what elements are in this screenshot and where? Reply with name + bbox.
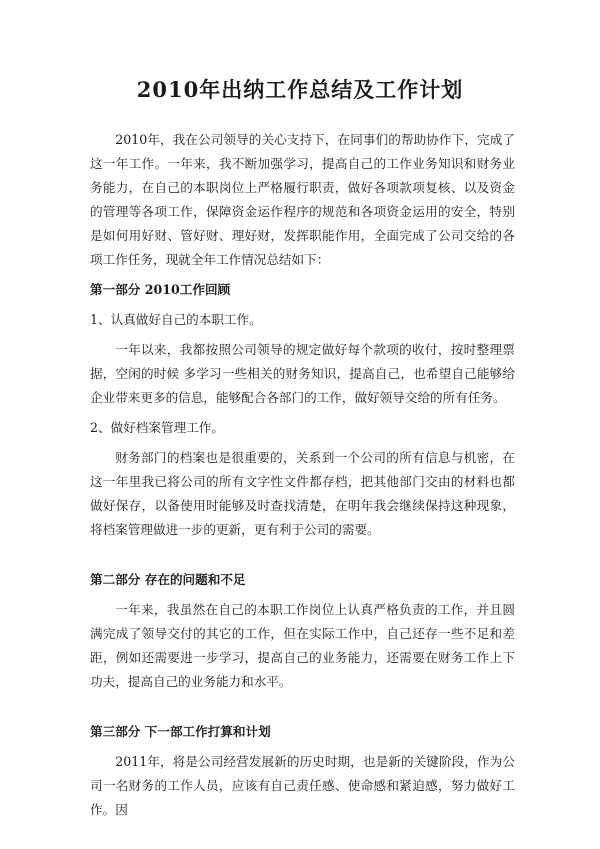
part1-item2-text: 财务部门的档案也是很重要的，关系到一个公司的所有信息与机密，在这一年里我已将公司的所有文字性文件都存档，把其他部门交由的材料也都做好保存，以备使用时能够及时查找清楚，在明年我会继续保持这种现象，将档案管理做进一步的更新，更有利于公司的需要。 [90, 450, 515, 537]
part3-heading: 第三部分 下一部工作打算和计划 [90, 724, 271, 739]
part3-text: 2011年，将是公司经营发展新的历史时期，也是新的关键阶段，作为公司一名财务的工作人员，应该有自己责任感、使命感和紧迫感，努力做好工作。因 [90, 754, 515, 817]
document-title: 2010年出纳工作总结及工作计划 [136, 77, 464, 102]
part1-heading: 第一部分 2010工作回顾 [90, 282, 231, 297]
part2-heading: 第二部分 存在的问题和不足 [90, 572, 246, 587]
intro-paragraph: 2010年，我在公司领导的关心支持下，在同事们的帮助协作下，完成了这一年工作。一年来，我不断加强学习，提高自己的工作业务知识和财务业务能力，在自己的本职岗位上严格履行职责，做好各项款项复核、以及资金的管理等各项工作，保障资金运作程序的规范和各项资金运用的安全，特别是如何用好财、管好财、理好财，发挥职能作用，全面完成了公司交给的各项工作任务，现就全年工作情况总结如下： [90, 132, 515, 267]
part2-text: 一年来，我虽然在自己的本职工作岗位上认真严格负责的工作，并且圆满完成了领导交付的其它的工作，但在实际工作中，自己还存一些不足和差距，例如还需要进一步学习，提高自己的业务能力，还需要在财务工作上下功夫，提高自己的业务能力和水平。 [90, 602, 515, 689]
part1-item2-title: 2、做好档案管理工作。 [90, 420, 224, 435]
document-body [90, 128, 515, 822]
part1-item1-text: 一年以来，我都按照公司领导的规定做好每个款项的收付，按时整理票据，空闲的时候 多学习一些相关的财务知识，提高自己，也希望自己能够给企业带来更多的信息，能够配合各部门的工作，做好领导交给的所有任务。 [90, 342, 515, 405]
part1-item1-title: 1、认真做好自己的本职工作。 [90, 312, 262, 327]
